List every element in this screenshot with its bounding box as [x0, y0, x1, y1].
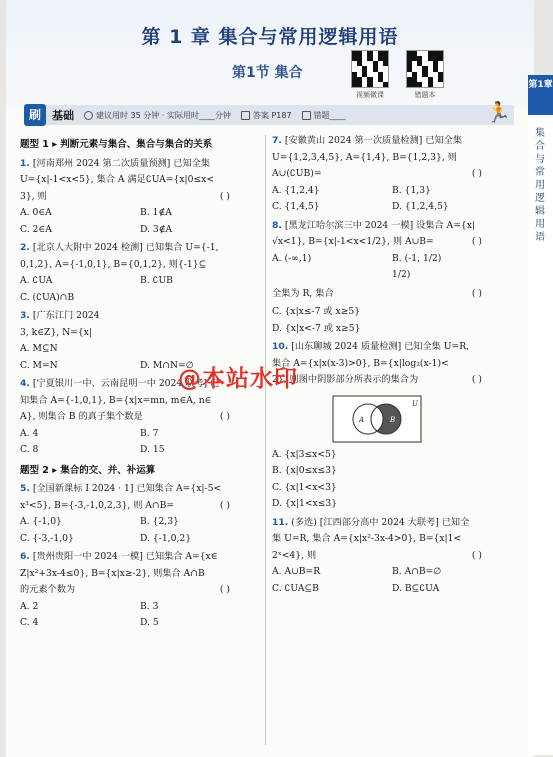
textbook-page — [6, 0, 534, 757]
answer-option[interactable] — [392, 496, 512, 513]
answer-blank: ( ) — [219, 584, 230, 595]
option-grid — [20, 205, 260, 238]
question-text: 3}, 则 — [20, 190, 47, 202]
question-text: A}, 则集合 B 的真子集个数是 — [20, 411, 143, 422]
question-text: 的元素个数为 — [20, 584, 76, 595]
question-line — [272, 150, 512, 167]
side-chapter-tab[interactable] — [528, 75, 553, 755]
error-text: 错题____ — [313, 110, 346, 120]
answer-option[interactable]: A. {-1,0} — [20, 516, 62, 527]
question-number: 2. — [20, 242, 30, 253]
question-line — [20, 481, 260, 498]
clock-icon — [84, 111, 93, 120]
column-divider — [265, 135, 266, 745]
question-line — [272, 234, 512, 251]
answer-blank: ( ) — [471, 236, 482, 247]
side-chapter-title: 集合与常用逻辑用语 — [535, 128, 545, 243]
answer-option[interactable]: C. {1,4,5} — [272, 201, 320, 212]
answer-blank: ( ) — [219, 499, 230, 511]
qr-label-video: 视频微课 — [356, 91, 384, 99]
question-line — [272, 548, 512, 565]
question-text: 集 U=R, 集合 A={x|x²-3x-4>0}, B={x|1< — [272, 533, 462, 544]
question-line — [20, 582, 260, 599]
answer-option[interactable]: C. 2∈A — [20, 223, 52, 235]
answer-option[interactable]: B. 7 — [140, 427, 159, 439]
question-text: 2ˣ<4}, 则 — [272, 549, 317, 561]
error-info — [302, 110, 346, 121]
question-line — [20, 498, 260, 515]
practice-level-label: 基础 — [52, 109, 74, 122]
question-number: 7. — [272, 135, 282, 146]
answer-option[interactable]: B. {x|0≤x≤3} — [272, 465, 337, 476]
answer-option[interactable]: C. {-3,-1,0} — [20, 532, 74, 544]
question-text: √x<1}, B={x|-1<x<1/2}, 则 A∪B= — [272, 236, 434, 247]
answer-option[interactable]: D. M∩N=∅ — [140, 359, 194, 371]
question-text: [河南郑州 2024 第二次质量预测] 已知全集 — [32, 157, 211, 169]
watermark: @本站水印 — [178, 366, 298, 392]
question-text: U={x|-1<x<5}, 集合 A 满足∁UA={x|0≤x< — [20, 174, 215, 185]
answer-option[interactable]: A. 2 — [20, 600, 39, 612]
venn-label-b: B — [390, 415, 396, 424]
answer-option[interactable]: A. M⊆N — [20, 343, 58, 354]
section-title: 第1节 集合 — [232, 65, 303, 81]
question-text: C. {x|x≤-7 或 x≥5} — [272, 306, 361, 317]
question-line — [272, 166, 512, 183]
answer-blank: ( ) — [471, 287, 482, 299]
answer-option[interactable]: A. ∁UA — [20, 275, 53, 286]
question-text: D. {x|x<-7 或 x≥5} — [272, 322, 361, 334]
answer-option[interactable]: A. (-∞,1) — [272, 252, 312, 264]
answer-option[interactable]: C. 8 — [20, 444, 39, 455]
question-text: [广东江门 2024 — [32, 310, 100, 321]
answer-option[interactable] — [392, 463, 512, 480]
question-line — [20, 172, 260, 189]
option-grid — [20, 514, 260, 547]
question-line — [20, 325, 260, 342]
qr-code-errorbook[interactable] — [406, 50, 444, 88]
question-line — [272, 304, 512, 321]
answer-option[interactable]: D. 15 — [140, 444, 165, 455]
question-line — [272, 321, 512, 338]
answer-info — [241, 110, 292, 121]
question-text: [黑龙江哈尔滨三中 2024 一模] 设集合 A={x| — [284, 219, 476, 231]
question-text: [安徽黄山 2024 第一次质量检测] 已知全集 — [284, 135, 463, 146]
question-line — [272, 372, 512, 389]
option-grid — [272, 183, 512, 216]
question-text: (多选) [江西部分高中 2024 大联考] 已知全 — [291, 516, 470, 528]
question-text: 0,1,2}, A={-1,0,1}, B={0,1,2}, 则{-1}⊆ — [20, 258, 207, 270]
venn-label-u: U — [412, 399, 418, 408]
practice-info-bar — [26, 105, 514, 125]
answer-option[interactable]: A. {1,2,4} — [272, 184, 320, 196]
question-number: 4. — [20, 378, 30, 389]
question-text: Z|x²+3x-4≤0}, B={x|x≥-2}, 则集合 A∩B — [20, 567, 205, 579]
book-icon — [241, 111, 250, 120]
option-grid — [272, 564, 512, 597]
question-item — [272, 515, 512, 598]
question-number: 10. — [272, 341, 289, 352]
answer-option[interactable]: A. {x|3≤x<5} — [272, 448, 337, 460]
answer-option[interactable]: C. {x|1<x<3} — [272, 481, 337, 493]
answer-text: 答案 P187 — [252, 110, 292, 120]
answer-option[interactable]: D. {1,2,4,5} — [392, 201, 449, 212]
qr-label-errorbook: 错题本 — [414, 91, 436, 99]
topic-heading: 题型 2 ▸ 集合的交、并、补运算 — [20, 464, 156, 476]
question-line — [20, 549, 260, 566]
option-grid — [20, 273, 260, 306]
answer-option[interactable]: B. A∩B=∅ — [392, 566, 442, 577]
answer-option[interactable]: A. 0∈A — [20, 207, 52, 218]
question-item — [272, 218, 512, 284]
question-line — [20, 308, 260, 325]
question-item — [272, 339, 512, 513]
answer-option[interactable]: A. A∪B=R — [272, 566, 321, 577]
answer-blank: ( ) — [219, 190, 230, 202]
question-text: 2}, 则图中阴影部分所表示的集合为 — [272, 374, 419, 385]
question-item — [272, 286, 512, 303]
venn-label-a: A — [359, 415, 365, 424]
answer-option[interactable] — [392, 447, 512, 464]
answer-option[interactable]: B. ∁UB — [140, 275, 173, 286]
question-text: [北京人大附中 2024 检测] 已知集合 U={-1, — [32, 242, 219, 253]
answer-option[interactable]: B. (-1, 1/2) — [392, 252, 442, 264]
answer-option[interactable]: D. {-1,0,2} — [140, 532, 192, 544]
question-line — [20, 156, 260, 173]
answer-blank: ( ) — [219, 411, 230, 422]
option-grid — [20, 599, 260, 632]
answer-option[interactable]: A. 4 — [20, 427, 39, 439]
question-number: 5. — [20, 483, 30, 494]
question-line — [20, 566, 260, 583]
question-item — [20, 240, 260, 306]
question-item — [20, 549, 260, 632]
time-info — [84, 110, 231, 121]
question-text: [贵州贵阳一中 2024 一模] 已知集合 A={x∈ — [32, 551, 218, 562]
answer-option[interactable]: C. ∁UA⊆B — [272, 582, 319, 594]
answer-blank: ( ) — [471, 168, 482, 179]
chapter-title: 第 1 章 集合与常用逻辑用语 — [141, 26, 399, 48]
answer-option[interactable]: B. {2,3} — [140, 516, 179, 527]
qr-cell — [438, 82, 443, 87]
question-text: A∪(∁UB)= — [272, 168, 322, 179]
question-line — [272, 286, 512, 303]
answer-option[interactable]: D. 3∉A — [140, 223, 173, 235]
runner-icon: 🏃 — [486, 100, 511, 124]
question-number: 1. — [20, 157, 30, 169]
question-line — [272, 218, 512, 235]
answer-option[interactable]: 1/2) — [392, 269, 411, 280]
answer-option[interactable]: C. 4 — [20, 617, 39, 628]
answer-option[interactable]: B. 3 — [140, 600, 159, 612]
answer-option[interactable] — [272, 267, 392, 284]
question-text: [全国新课标 I 2024 · 1] 已知集合 A={x|-5< — [32, 483, 222, 494]
option-grid — [272, 251, 512, 284]
question-line — [272, 133, 512, 150]
answer-option[interactable]: D. 5 — [140, 617, 159, 628]
note-icon — [302, 111, 311, 120]
question-number: 6. — [20, 551, 30, 562]
question-line — [20, 189, 260, 206]
question-line — [272, 356, 512, 373]
question-line — [20, 257, 260, 274]
option-grid — [20, 426, 260, 459]
question-item — [272, 133, 512, 216]
right-column — [272, 133, 512, 599]
question-line — [20, 393, 260, 410]
question-line — [20, 240, 260, 257]
question-text: [宁夏银川一中、云南昆明一中 2024 联考] 已 — [32, 378, 220, 389]
answer-option[interactable]: C. (∁UA)∩B — [20, 291, 75, 303]
side-chapter-label: 第1章 — [528, 75, 553, 115]
time-text: 建议用时 35 分钟 · 实际用时____分钟 — [96, 110, 231, 120]
question-number: 11. — [272, 516, 289, 528]
question-text: x³<5}, B={-3,-1,0,2,3}, 则 A∩B= — [20, 499, 175, 511]
question-text: 集合 A={x|x(x-3)>0}, B={x|log₂(x-1)< — [272, 357, 449, 369]
venn-diagram — [332, 395, 422, 443]
topic-heading: 题型 1 ▸ 判断元素与集合、集合与集合的关系 — [20, 139, 213, 150]
question-text: 全集为 R, 集合 — [272, 287, 334, 299]
answer-option[interactable]: B. {1,3} — [392, 184, 431, 196]
question-item — [272, 304, 512, 337]
header-band — [6, 0, 534, 108]
question-item — [20, 156, 260, 239]
question-text: 知集合 A={-1,0,1}, B={x|x=mn, m∈A, n∈ — [20, 394, 212, 406]
practice-badge: 刷 — [24, 104, 46, 126]
question-line — [272, 515, 512, 532]
question-text: [山东聊城 2024 质量检测] 已知全集 U=R, — [291, 341, 470, 352]
qr-cell — [383, 82, 388, 87]
answer-option[interactable]: D. B⊆∁UA — [392, 582, 440, 594]
answer-blank: ( ) — [471, 374, 482, 385]
question-text: U={1,2,3,4,5}, A={1,4}, B={1,2,3}, 则 — [272, 151, 457, 163]
answer-option[interactable]: D. {x|1<x≤3} — [272, 498, 338, 509]
answer-option[interactable] — [140, 290, 260, 307]
answer-option[interactable]: C. M=N — [20, 359, 58, 371]
answer-option[interactable] — [392, 480, 512, 497]
question-line — [272, 339, 512, 356]
question-line — [20, 409, 260, 426]
question-text: 3, k∈Z}, N={x| — [20, 326, 92, 338]
question-item — [20, 481, 260, 547]
qr-code-video[interactable] — [351, 50, 389, 88]
option-grid — [272, 447, 512, 513]
answer-option[interactable] — [140, 341, 260, 358]
question-number: 3. — [20, 310, 30, 321]
answer-blank: ( ) — [471, 549, 482, 561]
question-line — [272, 531, 512, 548]
question-number: 8. — [272, 219, 282, 231]
answer-option[interactable]: B. 1∉A — [140, 207, 172, 218]
